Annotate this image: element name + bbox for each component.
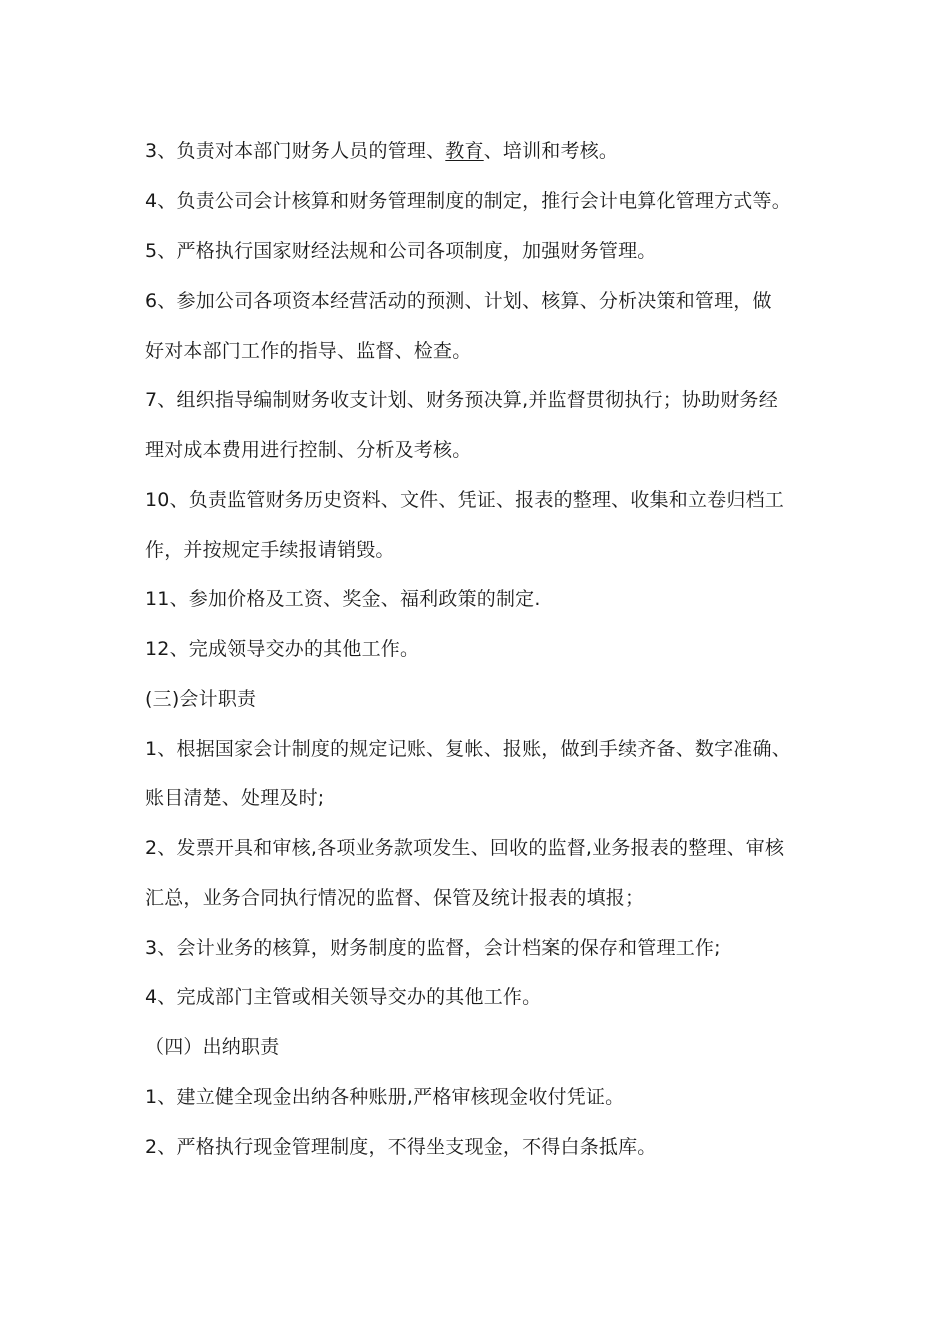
text-line-duty-7: 7、组织指导编制财务收支计划、财务预决算,并监督贯彻执行；协助财务经 bbox=[145, 389, 778, 411]
text-line-acct-1: 1、根据国家会计制度的规定记账、复帐、报账，做到手续齐备、数字准确、 bbox=[145, 738, 791, 760]
text-line-duty-10: 10、负责监管财务历史资料、文件、凭证、报表的整理、收集和立卷归档工 bbox=[145, 489, 784, 511]
text-line-duty-11: 11、参加价格及工资、奖金、福利政策的制定. bbox=[145, 588, 541, 610]
text-line-duty-7-cont: 理对成本费用进行控制、分析及考核。 bbox=[145, 439, 472, 461]
text-line-duty-3 bbox=[145, 139, 825, 163]
text-line-duty-5: 5、严格执行国家财经法规和公司各项制度，加强财务管理。 bbox=[145, 240, 657, 262]
section-heading-cashier: （四）出纳职责 bbox=[145, 1036, 280, 1058]
education-link[interactable]: 教育 bbox=[445, 140, 484, 162]
text-line-duty-6-cont: 好对本部门工作的指导、监督、检查。 bbox=[145, 340, 472, 362]
text-line-duty-4: 4、负责公司会计核算和财务管理制度的制定，推行会计电算化管理方式等。 bbox=[145, 190, 791, 212]
section-heading-accounting: (三)会计职责 bbox=[145, 688, 257, 710]
text-segment: 3、负责对本部门财务人员的管理、 bbox=[145, 140, 446, 162]
text-line-acct-2-cont: 汇总，业务合同执行情况的监督、保管及统计报表的填报； bbox=[145, 887, 645, 909]
text-line-duty-12: 12、完成领导交办的其他工作。 bbox=[145, 638, 420, 660]
text-line-acct-2: 2、发票开具和审核,各项业务款项发生、回收的监督,业务报表的整理、审核 bbox=[145, 837, 785, 859]
text-line-cashier-1: 1、建立健全现金出纳各种账册,严格审核现金收付凭证。 bbox=[145, 1086, 625, 1108]
text-line-acct-4: 4、完成部门主管或相关领导交办的其他工作。 bbox=[145, 986, 542, 1008]
text-segment: 、培训和考核。 bbox=[483, 140, 619, 162]
text-line-acct-3: 3、会计业务的核算，财务制度的监督，会计档案的保存和管理工作; bbox=[145, 937, 721, 959]
text-line-cashier-2: 2、严格执行现金管理制度，不得坐支现金，不得白条抵库。 bbox=[145, 1136, 657, 1158]
text-line-duty-10-cont: 作，并按规定手续报请销毁。 bbox=[145, 539, 395, 561]
text-line-duty-6: 6、参加公司各项资本经营活动的预测、计划、核算、分析决策和管理，做 bbox=[145, 290, 772, 312]
text-line-acct-1-cont: 账目清楚、处理及时; bbox=[145, 787, 325, 809]
